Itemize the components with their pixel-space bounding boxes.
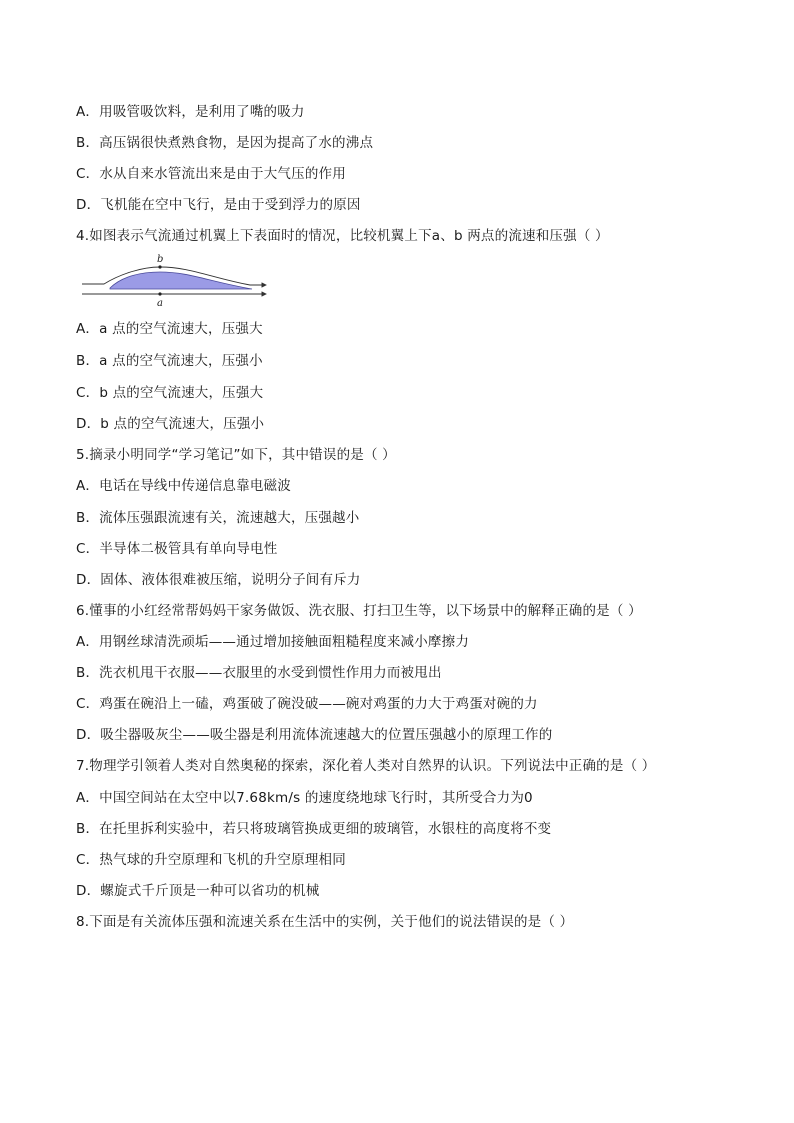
label-a: a xyxy=(157,298,163,308)
q4-option-a: A．a 点的空气流速大，压强大 xyxy=(76,321,263,337)
q4-option-c: C．b 点的空气流速大，压强大 xyxy=(76,385,264,401)
q3-option-c: C．水从自来水管流出来是由于大气压的作用 xyxy=(76,166,346,182)
q5-option-a: A．电话在导线中传递信息靠电磁波 xyxy=(76,478,291,494)
q5-option-c: C．半导体二极管具有单向导电性 xyxy=(76,541,278,557)
q3-option-b: B．高压锅很快煮熟食物，是因为提高了水的沸点 xyxy=(76,135,374,151)
q7-option-b: B．在托里拆利实验中，若只将玻璃管换成更细的玻璃管，水银柱的高度将不变 xyxy=(76,821,552,837)
q4-stem: 4.如图表示气流通过机翼上下表面时的情况，比较机翼上下a、b 两点的流速和压强（ ） xyxy=(76,228,609,244)
airfoil-diagram xyxy=(80,252,268,308)
q7-stem: 7.物理学引领着人类对自然奥秘的探索，深化着人类对自然界的认识。下列说法中正确的是（ ） xyxy=(76,758,656,774)
q5-option-b: B．流体压强跟流速有关，流速越大，压强越小 xyxy=(76,510,360,526)
airfoil-figure xyxy=(80,252,268,308)
q6-option-d: D．吸尘器吸灰尘——吸尘器是利用流体流速越大的位置压强越小的原理工作的 xyxy=(76,727,553,743)
q7-option-d: D．螺旋式千斤顶是一种可以省功的机械 xyxy=(76,883,320,899)
label-b: b xyxy=(157,254,164,265)
q7-option-c: C．热气球的升空原理和飞机的升空原理相同 xyxy=(76,852,346,868)
q6-option-a: A．用钢丝球清洗顽垢——通过增加接触面粗糙程度来减小摩擦力 xyxy=(76,634,470,650)
q4-option-d: D．b 点的空气流速大，压强小 xyxy=(76,416,265,432)
q6-option-c: C．鸡蛋在碗沿上一磕，鸡蛋破了碗没破——碗对鸡蛋的力大于鸡蛋对碗的力 xyxy=(76,696,538,712)
q3-option-a: A．用吸管吸饮料，是利用了嘴的吸力 xyxy=(76,104,305,120)
q3-option-d: D．飞机能在空中飞行，是由于受到浮力的原因 xyxy=(76,197,361,213)
point-a xyxy=(158,292,161,295)
q6-option-b: B．洗衣机甩干衣服——衣服里的水受到惯性作用力而被甩出 xyxy=(76,665,442,681)
q5-option-d: D．固体、液体很难被压缩，说明分子间有斥力 xyxy=(76,572,361,588)
q5-stem: 5.摘录小明同学“学习笔记”如下，其中错误的是（ ） xyxy=(76,447,396,463)
q4-option-b: B．a 点的空气流速大，压强小 xyxy=(76,353,263,369)
q7-option-a: A．中国空间站在太空中以7.68km/s 的速度绕地球飞行时，其所受合力为0 xyxy=(76,790,533,806)
q8-stem: 8.下面是有关流体压强和流速关系在生活中的实例，关于他们的说法错误的是（ ） xyxy=(76,914,574,930)
q6-stem: 6.懂事的小红经常帮妈妈干家务做饭、洗衣服、打扫卫生等，以下场景中的解释正确的是（ ） xyxy=(76,603,642,619)
point-b xyxy=(158,265,161,268)
